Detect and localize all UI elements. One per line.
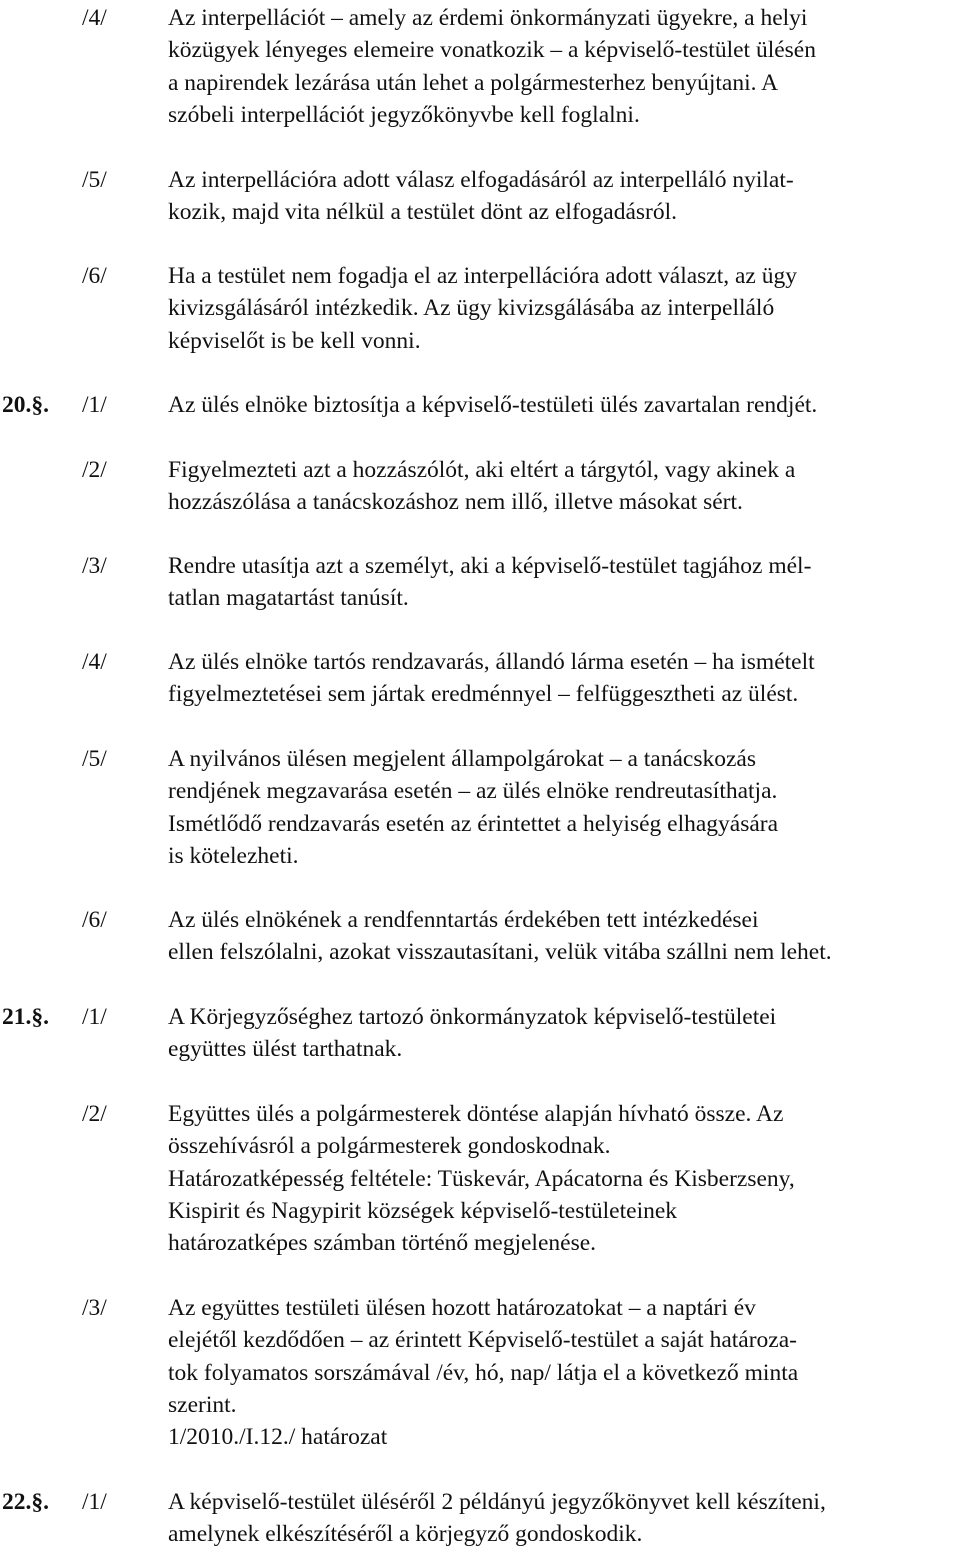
paragraph-number: /2/ bbox=[82, 457, 107, 483]
text-line bbox=[0, 646, 960, 679]
paragraph-text: Az ülés elnökének a rendfenntartás érdekében tett intézkedései bbox=[168, 907, 759, 933]
paragraph-text: szóbeli interpellációt jegyzőkönyvbe kell foglalni. bbox=[168, 101, 640, 128]
text-line bbox=[0, 389, 960, 422]
text-line bbox=[0, 164, 960, 197]
text-line bbox=[0, 550, 960, 583]
text-line bbox=[0, 904, 960, 937]
paragraph-text: szerint. bbox=[168, 1391, 237, 1418]
text-line bbox=[0, 1033, 960, 1066]
text-line bbox=[0, 1130, 960, 1163]
paragraph-number: /5/ bbox=[82, 746, 107, 772]
paragraph-number: /6/ bbox=[82, 263, 107, 289]
paragraph-text: A képviselő-testület üléséről 2 példányú jegyzőkönyvet kell készíteni, bbox=[168, 1489, 826, 1515]
paragraph-text: Rendre utasítja azt a személyt, aki a képviselő-testület tagjához mél- bbox=[168, 553, 812, 579]
paragraph-number: /3/ bbox=[82, 553, 107, 579]
paragraph-text: Az együttes testületi ülésen hozott határozatokat – a naptári év bbox=[168, 1295, 756, 1321]
paragraph-text: rendjének megzavarása esetén – az ülés elnöke rendreutasíthatja. bbox=[168, 778, 778, 805]
paragraph-number: /2/ bbox=[82, 1101, 107, 1127]
paragraph-text: is kötelezheti. bbox=[168, 842, 299, 869]
paragraph-number: /1/ bbox=[82, 1489, 107, 1515]
text-line bbox=[0, 1357, 960, 1390]
paragraph-text: együttes ülést tarthatnak. bbox=[168, 1036, 403, 1063]
paragraph-text: A nyilvános ülésen megjelent állampolgárokat – a tanácskozás bbox=[168, 746, 756, 772]
text-line bbox=[0, 67, 960, 100]
paragraph-text: Az ülés elnöke tartós rendzavarás, állandó lárma esetén – ha ismételt bbox=[168, 649, 815, 675]
paragraph-text: kivizsgálásáról intézkedik. Az ügy kivizsgálásába az interpelláló bbox=[168, 295, 775, 322]
paragraph-number: /5/ bbox=[82, 167, 107, 193]
paragraph-text: közügyek lényeges elemeire vonatkozik – a képviselő-testület ülésén bbox=[168, 37, 816, 64]
text-line bbox=[0, 1389, 960, 1422]
text-line bbox=[0, 1001, 960, 1034]
text-line bbox=[0, 678, 960, 711]
paragraph-text: Együttes ülés a polgármesterek döntése alapján hívható össze. Az bbox=[168, 1101, 784, 1127]
text-line bbox=[0, 582, 960, 615]
text-line bbox=[0, 486, 960, 519]
text-line bbox=[0, 1195, 960, 1228]
paragraph-text: Az interpellációt – amely az érdemi önkormányzati ügyekre, a helyi bbox=[168, 5, 808, 31]
text-line bbox=[0, 1292, 960, 1325]
paragraph-text: Az interpellációra adott válasz elfogadásáról az interpelláló nyilat- bbox=[168, 167, 794, 193]
paragraph-text: Figyelmezteti azt a hozzászólót, aki eltért a tárgytól, vagy akinek a bbox=[168, 457, 796, 483]
paragraph-text: ellen felszólalni, azokat visszautasítani, velük vitába szállni nem lehet. bbox=[168, 939, 832, 966]
text-line bbox=[0, 454, 960, 487]
text-line bbox=[0, 1421, 960, 1454]
section-number: 21.§. bbox=[2, 1004, 49, 1030]
paragraph-text: Az ülés elnöke biztosítja a képviselő-testületi ülés zavartalan rendjét. bbox=[168, 392, 818, 418]
paragraph-text: figyelmeztetései sem jártak eredménnyel – felfüggesztheti az ülést. bbox=[168, 681, 799, 708]
paragraph-number: /6/ bbox=[82, 907, 107, 933]
text-line bbox=[0, 1227, 960, 1260]
text-line bbox=[0, 2, 960, 35]
text-line bbox=[0, 1163, 960, 1196]
text-line bbox=[0, 1486, 960, 1519]
section-number: 22.§. bbox=[2, 1489, 49, 1515]
paragraph-text: Kispirit és Nagypirit községek képviselő-testületeinek bbox=[168, 1197, 678, 1224]
paragraph-text: a napirendek lezárása után lehet a polgármesterhez benyújtani. A bbox=[168, 69, 779, 96]
paragraph-text: 1/2010./I.12./ határozat bbox=[168, 1424, 388, 1451]
text-line bbox=[0, 1518, 960, 1551]
paragraph-number: /4/ bbox=[82, 5, 107, 31]
paragraph-text: kozik, majd vita nélkül a testület dönt az elfogadásról. bbox=[168, 199, 678, 226]
paragraph-text: képviselőt is be kell vonni. bbox=[168, 327, 421, 354]
paragraph-text: Határozatképesség feltétele: Tüskevár, Apácatorna és Kisberzseny, bbox=[168, 1165, 795, 1192]
paragraph-text: Ha a testület nem fogadja el az interpellációra adott választ, az ügy bbox=[168, 263, 797, 289]
paragraph-text: tok folyamatos sorszámával /év, hó, nap/ látja el a következő minta bbox=[168, 1359, 799, 1386]
text-line bbox=[0, 936, 960, 969]
paragraph-number: /1/ bbox=[82, 1004, 107, 1030]
paragraph-text: összehívásról a polgármesterek gondoskodnak. bbox=[168, 1133, 611, 1160]
paragraph-text: Ismétlődő rendzavarás esetén az érintettet a helyiség elhagyására bbox=[168, 810, 779, 837]
text-line bbox=[0, 840, 960, 873]
text-line bbox=[0, 1324, 960, 1357]
paragraph-text: határozatképes számban történő megjelenése. bbox=[168, 1230, 597, 1257]
paragraph-text: A Körjegyzőséghez tartozó önkormányzatok képviselő-testületei bbox=[168, 1004, 777, 1030]
section-number: 20.§. bbox=[2, 392, 49, 418]
text-line bbox=[0, 260, 960, 293]
text-line bbox=[0, 196, 960, 229]
text-line bbox=[0, 1098, 960, 1131]
paragraph-number: /3/ bbox=[82, 1295, 107, 1321]
paragraph-text: hozzászólása a tanácskozáshoz nem illő, illetve másokat sért. bbox=[168, 489, 743, 516]
text-line bbox=[0, 743, 960, 776]
paragraph-number: /1/ bbox=[82, 392, 107, 418]
paragraph-text: amelynek elkészítéséről a körjegyző gondoskodik. bbox=[168, 1521, 643, 1548]
paragraph-text: elejétől kezdődően – az érintett Képviselő-testület a saját határoza- bbox=[168, 1327, 797, 1354]
paragraph-text: tatlan magatartást tanúsít. bbox=[168, 585, 409, 612]
text-line bbox=[0, 99, 960, 132]
text-line bbox=[0, 775, 960, 808]
text-line bbox=[0, 808, 960, 841]
paragraph-number: /4/ bbox=[82, 649, 107, 675]
text-line bbox=[0, 34, 960, 67]
text-line bbox=[0, 292, 960, 325]
text-line bbox=[0, 325, 960, 358]
